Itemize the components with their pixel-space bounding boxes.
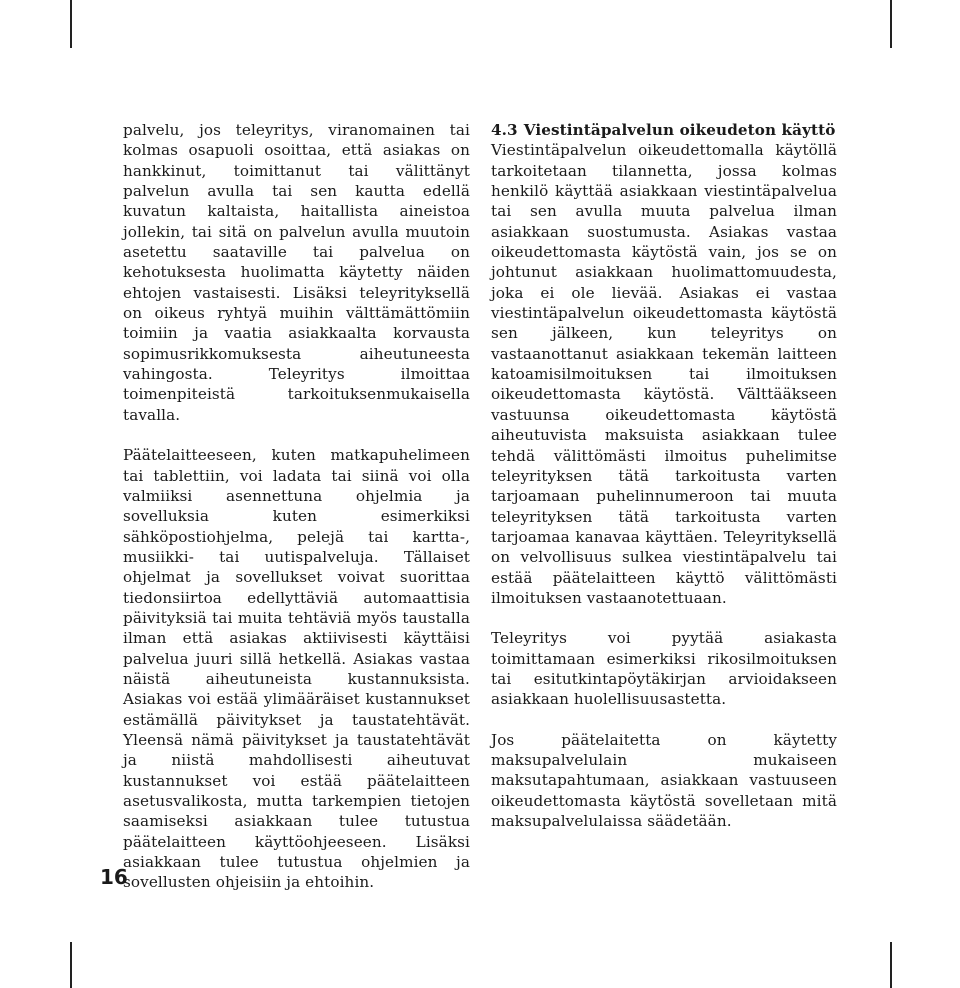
- section-title: Viestintäpalvelun oikeudeton käyttö: [523, 121, 836, 139]
- right-paragraph-2: Teleyritys voi pyytää asiakasta toimittamaan esimerkiksi rikosilmoituksen tai esitutkintapöytäkirjan arvioidakseen asiakkaan huolellisuusastetta.: [491, 629, 837, 709]
- page-number: 16: [100, 865, 128, 889]
- section-heading: [491, 120, 837, 140]
- left-paragraph-1: palvelu, jos teleyritys, viranomainen tai kolmas osapuoli osoittaa, että asiakas on hankkinut, toimittanut tai välittänyt palvelun avulla tai sen kautta edellä kuvatun kaltaista, haitallista aineistoa jollekin, tai sitä on palvelun avulla muutoin asetettu saataville tai palvelua on kehotuksesta huolimatta käytetty näiden ehtojen vastaisesti. Lisäksi teleyrityksellä on oikeus ryhtyä muihin välttämättömiin toimiin ja vaatia asiakkaalta korvausta sopimusrikkomuksesta aiheutuneesta vahingosta. Teleyritys ilmoittaa toimenpiteistä tarkoituksenmukaisella tavalla.: [123, 121, 470, 424]
- crop-mark-bottom-right: [890, 942, 892, 988]
- crop-mark-bottom-left: [70, 942, 72, 988]
- right-paragraph-1: Viestintäpalvelun oikeudettomalla käytöllä tarkoitetaan tilannetta, jossa kolmas henkilö käyttää asiakkaan viestintäpalvelua tai sen avulla muuta palvelua ilman asiakkaan suostumusta. Asiakas vastaa oikeudettomasta käytöstä vain, jos se on johtunut asiakkaan huolimattomuudesta, joka ei ole lievää. Asiakas ei vastaa viestintäpalvelun oikeudettomasta käytöstä sen jälkeen, kun teleyritys on vastaanottanut asiakkaan tekemän laitteen katoamisilmoituksen tai ilmoituksen oikeudettomasta käytöstä. Välttääkseen vastuunsa oikeudettomasta käytöstä aiheutuvista maksuista asiakkaan tulee tehdä välittömästi ilmoitus puhelimitse teleyrityksen tätä tarkoitusta varten tarjoamaan puhelinnumeroon tai muuta teleyrityksen tätä tarkoitusta varten tarjoamaa kanavaa käyttäen. Teleyrityksellä on velvollisuus sulkea viestintäpalvelu tai estää päätelaitteen käyttö välittömästi ilmoituksen vastaanotettuaan.: [491, 141, 837, 607]
- section-number: 4.3: [491, 121, 518, 139]
- crop-mark-top-right: [890, 0, 892, 48]
- right-paragraph-3: Jos päätelaitetta on käytetty maksupalvelulain mukaiseen maksutapahtumaan, asiakkaan vastuuseen oikeudettomasta käytöstä sovelletaan mitä maksupalvelulaissa säädetään.: [491, 730, 837, 830]
- crop-mark-top-left: [70, 0, 72, 48]
- left-paragraph-2: Päätelaitteeseen, kuten matkapuhelimeen tai tablettiin, voi ladata tai siinä voi olla valmiiksi asennettuna ohjelmia ja sovelluksia kuten esimerkiksi sähköpostiohjelma, pelejä tai kartta-, musiikki- tai uutispalveluja. Tällaiset ohjelmat ja sovellukset voivat suorittaa tiedonsiirtoa edellyttäviä automaattisia päivityksiä tai muita tehtäviä myös taustalla ilman että asiakas aktiivisesti käyttäisi palvelua juuri sillä hetkellä. Asiakas vastaa näistä aiheutuneista kustannuksista. Asiakas voi estää ylimääräiset kustannukset estämällä päivitykset ja taustatehtävät. Yleensä nämä päivitykset ja taustatehtävät ja niistä mahdollisesti aiheutuvat kustannukset voi estää päätelaitteen asetusvalikosta, mutta tarkempien tietojen saamiseksi asiakkaan tulee tutustua päätelaitteen käyttöohjeeseen. Lisäksi asiakkaan tulee tutustua ohjelmien ja sovellusten ohjeisiin ja ehtoihin.: [123, 446, 470, 892]
- right-column: [491, 120, 837, 831]
- left-column: [123, 120, 470, 893]
